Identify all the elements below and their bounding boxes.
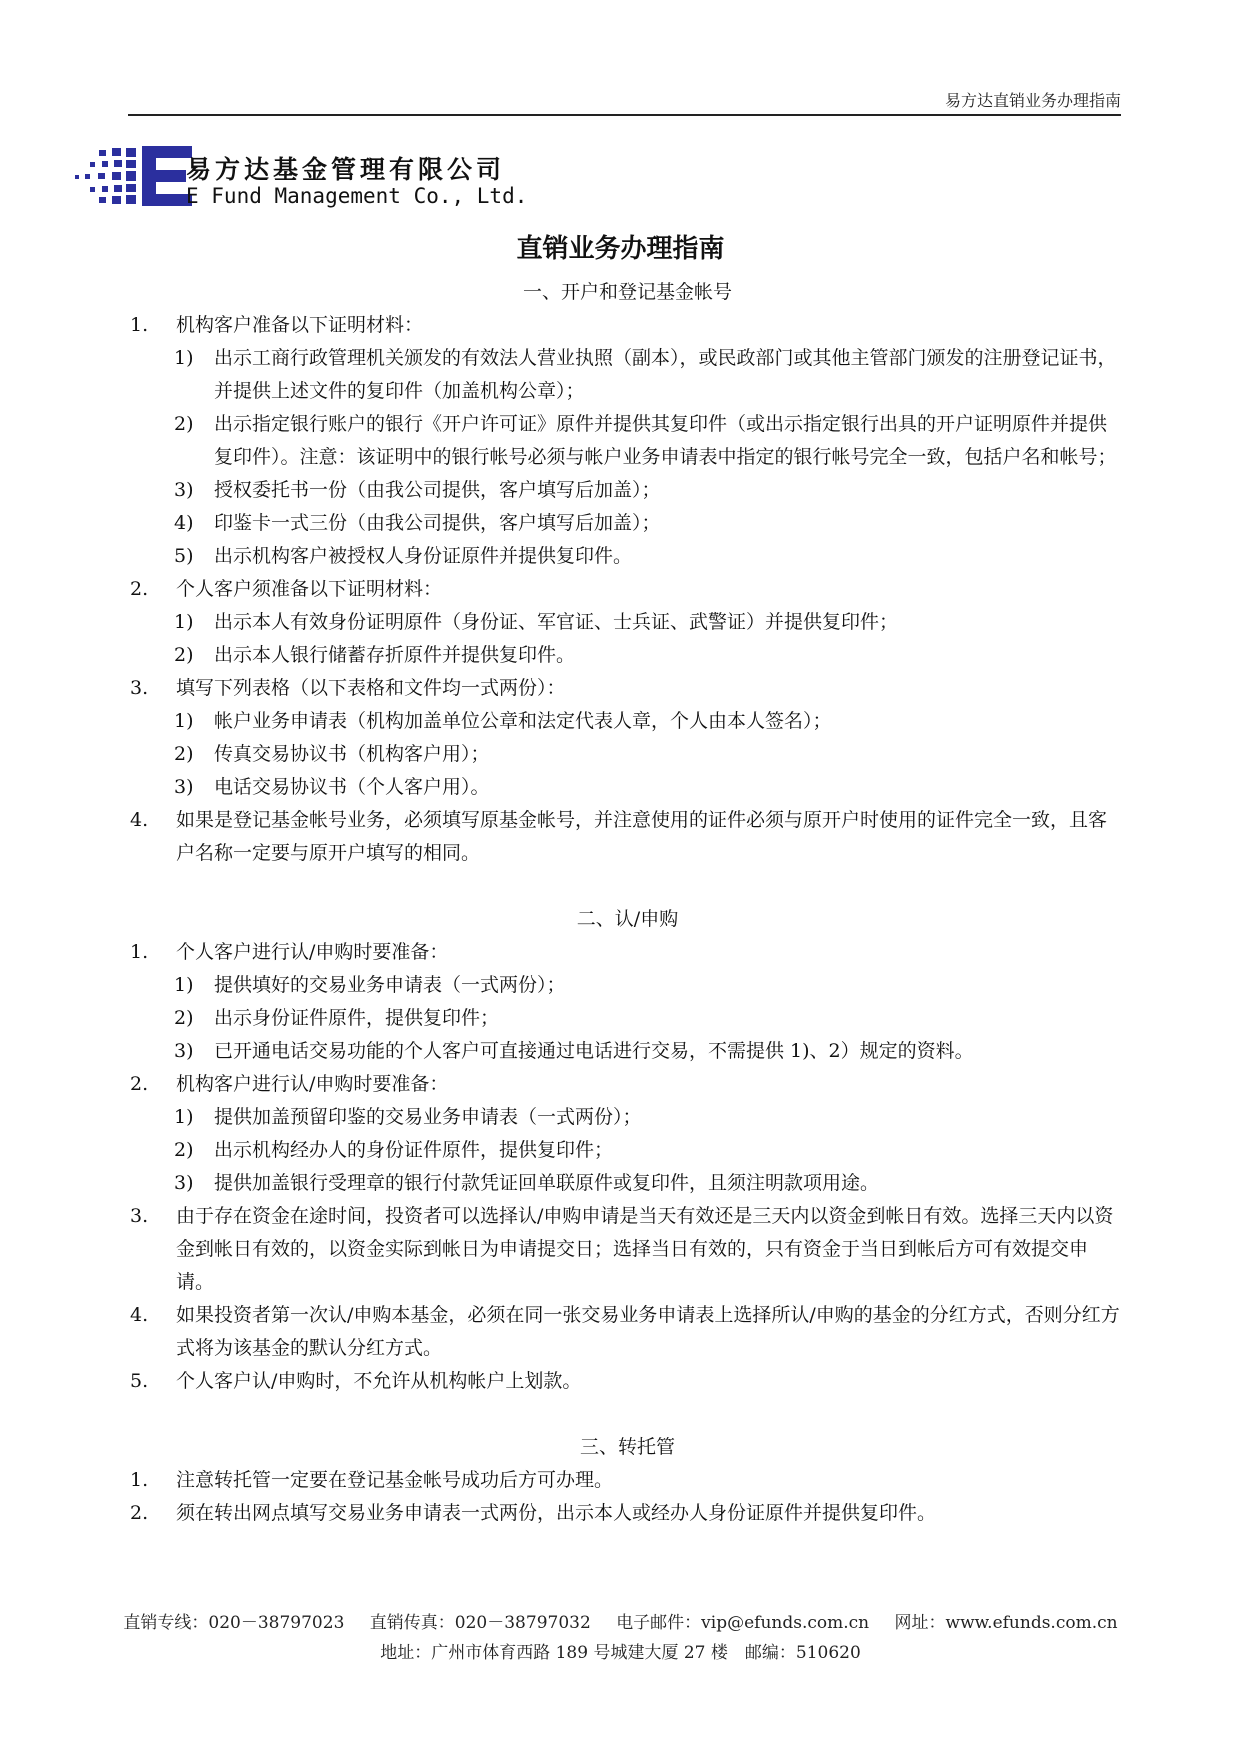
sub-item-text: 提供加盖银行受理章的银行付款凭证回单联原件或复印件，且须注明款项用途。 [214, 1172, 880, 1194]
sub-item-number: 1) [174, 347, 194, 369]
list-item [130, 672, 1125, 705]
item-text: 由于存在资金在途时间，投资者可以选择认/申购申请是当天有效还是三天内以资金到帐日有效。选择三天内以资金到帐日有效的，以资金实际到帐日为申请提交日；选择当日有效的，只有资金于当日到帐后方可有效提交申请。 [176, 1205, 1114, 1293]
sub-item-text: 出示身份证件原件，提供复印件； [214, 1007, 500, 1029]
list-item [130, 1497, 1125, 1530]
sub-item-text: 电话交易协议书（个人客户用）。 [214, 776, 490, 798]
sub-item-number: 3) [174, 1040, 194, 1062]
section-title: 三、转托管 [579, 1436, 675, 1458]
item-number: 3. [130, 1205, 149, 1227]
sub-item-text: 传真交易协议书（机构客户用）； [214, 743, 490, 765]
item-text: 个人客户须准备以下证明材料： [176, 578, 443, 600]
item-number: 1. [130, 314, 149, 336]
sub-item [130, 639, 1125, 672]
sub-item-text: 出示机构经办人的身份证件原件，提供复印件； [214, 1139, 614, 1161]
company-name-cn: 易方达基金管理有限公司 [186, 155, 506, 184]
item-number: 2. [130, 1073, 149, 1095]
sub-item-number: 1) [174, 611, 194, 633]
sub-item [130, 408, 1125, 474]
sub-item-text: 印鉴卡一式三份（由我公司提供，客户填写后加盖）； [214, 512, 661, 534]
sub-item-text: 出示工商行政管理机关颁发的有效法人营业执照（副本），或民政部门或其他主管部门颁发的注册登记证书，并提供上述文件的复印件（加盖机构公章）； [214, 347, 1117, 402]
item-number: 4. [130, 809, 149, 831]
item-number: 4. [130, 1304, 149, 1326]
list-item [130, 936, 1125, 969]
item-text: 个人客户认/申购时，不允许从机构帐户上划款。 [176, 1370, 582, 1392]
item-text: 如果是登记基金帐号业务，必须填写原基金帐号，并注意使用的证件必须与原开户时使用的证件完全一致，且客户名称一定要与原开户填写的相同。 [176, 809, 1108, 864]
sub-item-number: 2) [174, 413, 194, 435]
sub-item [130, 606, 1125, 639]
item-text: 须在转出网点填写交易业务申请表一式两份，出示本人或经办人身份证原件并提供复印件。 [176, 1502, 937, 1524]
sub-item [130, 705, 1125, 738]
sub-item-text: 出示机构客户被授权人身份证原件并提供复印件。 [214, 545, 633, 567]
sub-item [130, 1101, 1125, 1134]
section-title: 一、开户和登记基金帐号 [522, 281, 732, 303]
list-item [130, 1068, 1125, 1101]
footer-email-link[interactable]: 电子邮件：vip@efunds.com.cn [616, 1613, 870, 1633]
sub-item [130, 771, 1125, 804]
sub-item-number: 5) [174, 545, 194, 567]
item-number: 3. [130, 677, 149, 699]
sub-item [130, 540, 1125, 573]
footer-website-link[interactable]: 网址：www.efunds.com.cn [894, 1613, 1118, 1633]
sub-item-text: 已开通电话交易功能的个人客户可直接通过电话进行交易，不需提供 1)、2）规定的资料。 [214, 1040, 974, 1062]
item-text: 个人客户进行认/申购时要准备： [176, 941, 449, 963]
sub-item-text: 提供加盖预留印鉴的交易业务申请表（一式两份）； [214, 1106, 642, 1128]
footer-fax: 直销传真：020－38797032 [369, 1613, 591, 1633]
document-body [130, 276, 1125, 1530]
item-text: 注意转托管一定要在登记基金帐号成功后方可办理。 [176, 1469, 614, 1491]
item-text: 机构客户进行认/申购时要准备： [176, 1073, 449, 1095]
item-number: 2. [130, 578, 149, 600]
sub-item-number: 2) [174, 644, 194, 666]
sub-item-number: 1) [174, 974, 194, 996]
sub-item-number: 3) [174, 776, 194, 798]
item-number: 1. [130, 1469, 149, 1491]
item-number: 2. [130, 1502, 149, 1524]
running-header: 易方达直销业务办理指南 [944, 91, 1121, 110]
sub-item [130, 1134, 1125, 1167]
sub-item-number: 2) [174, 1139, 194, 1161]
sub-item [130, 1035, 1125, 1068]
efund-logo-icon [72, 144, 192, 208]
company-name-en: E Fund Management Co., Ltd. [186, 184, 528, 208]
item-number: 1. [130, 941, 149, 963]
sub-item-text: 出示本人有效身份证明原件（身份证、军官证、士兵证、武警证）并提供复印件； [214, 611, 899, 633]
sub-item [130, 342, 1125, 408]
sub-item-text: 出示本人银行储蓄存折原件并提供复印件。 [214, 644, 576, 666]
item-number: 5. [130, 1370, 149, 1392]
section-title: 二、认/申购 [576, 908, 679, 930]
sub-item [130, 969, 1125, 1002]
list-item [130, 573, 1125, 606]
list-item [130, 1464, 1125, 1497]
item-text: 填写下列表格（以下表格和文件均一式两份）： [176, 677, 566, 699]
document-title: 直销业务办理指南 [516, 234, 725, 264]
sub-item-number: 3) [174, 1172, 194, 1194]
header-rule [128, 114, 1121, 116]
footer-contact [0, 1608, 1241, 1633]
list-item [130, 804, 1125, 870]
item-text: 机构客户准备以下证明材料： [176, 314, 424, 336]
section-spacer [130, 870, 1125, 903]
sub-item-number: 3) [174, 479, 194, 501]
sub-item [130, 1167, 1125, 1200]
sub-item-number: 1) [174, 1106, 194, 1128]
list-item [130, 309, 1125, 342]
item-text: 如果投资者第一次认/申购本基金，必须在同一张交易业务申请表上选择所认/申购的基金的分红方式，否则分红方式将为该基金的默认分红方式。 [176, 1304, 1120, 1359]
sub-item-text: 授权委托书一份（由我公司提供，客户填写后加盖）； [214, 479, 661, 501]
sub-item-number: 2) [174, 743, 194, 765]
list-item [130, 1200, 1125, 1299]
list-item [130, 1365, 1125, 1398]
sub-item [130, 507, 1125, 540]
sub-item-number: 2) [174, 1007, 194, 1029]
sub-item-text: 出示指定银行账户的银行《开户许可证》原件并提供其复印件（或出示指定银行出具的开户证明原件并提供复印件）。注意：该证明中的银行帐号必须与帐户业务申请表中指定的银行帐号完全一致，包括户名和帐号； [214, 413, 1117, 468]
section-spacer [130, 1398, 1125, 1431]
sub-item [130, 738, 1125, 771]
list-item [130, 1299, 1125, 1365]
sub-item [130, 1002, 1125, 1035]
sub-item [130, 474, 1125, 507]
sub-item-number: 4) [174, 512, 194, 534]
sub-item-text: 帐户业务申请表（机构加盖单位公章和法定代表人章，个人由本人签名）； [214, 710, 832, 732]
sub-item-text: 提供填好的交易业务申请表（一式两份）； [214, 974, 566, 996]
sub-item-number: 1) [174, 710, 194, 732]
footer-hotline: 直销专线：020－38797023 [123, 1613, 345, 1633]
footer-address: 地址：广州市体育西路 189 号城建大厦 27 楼 邮编：510620 [380, 1643, 861, 1663]
